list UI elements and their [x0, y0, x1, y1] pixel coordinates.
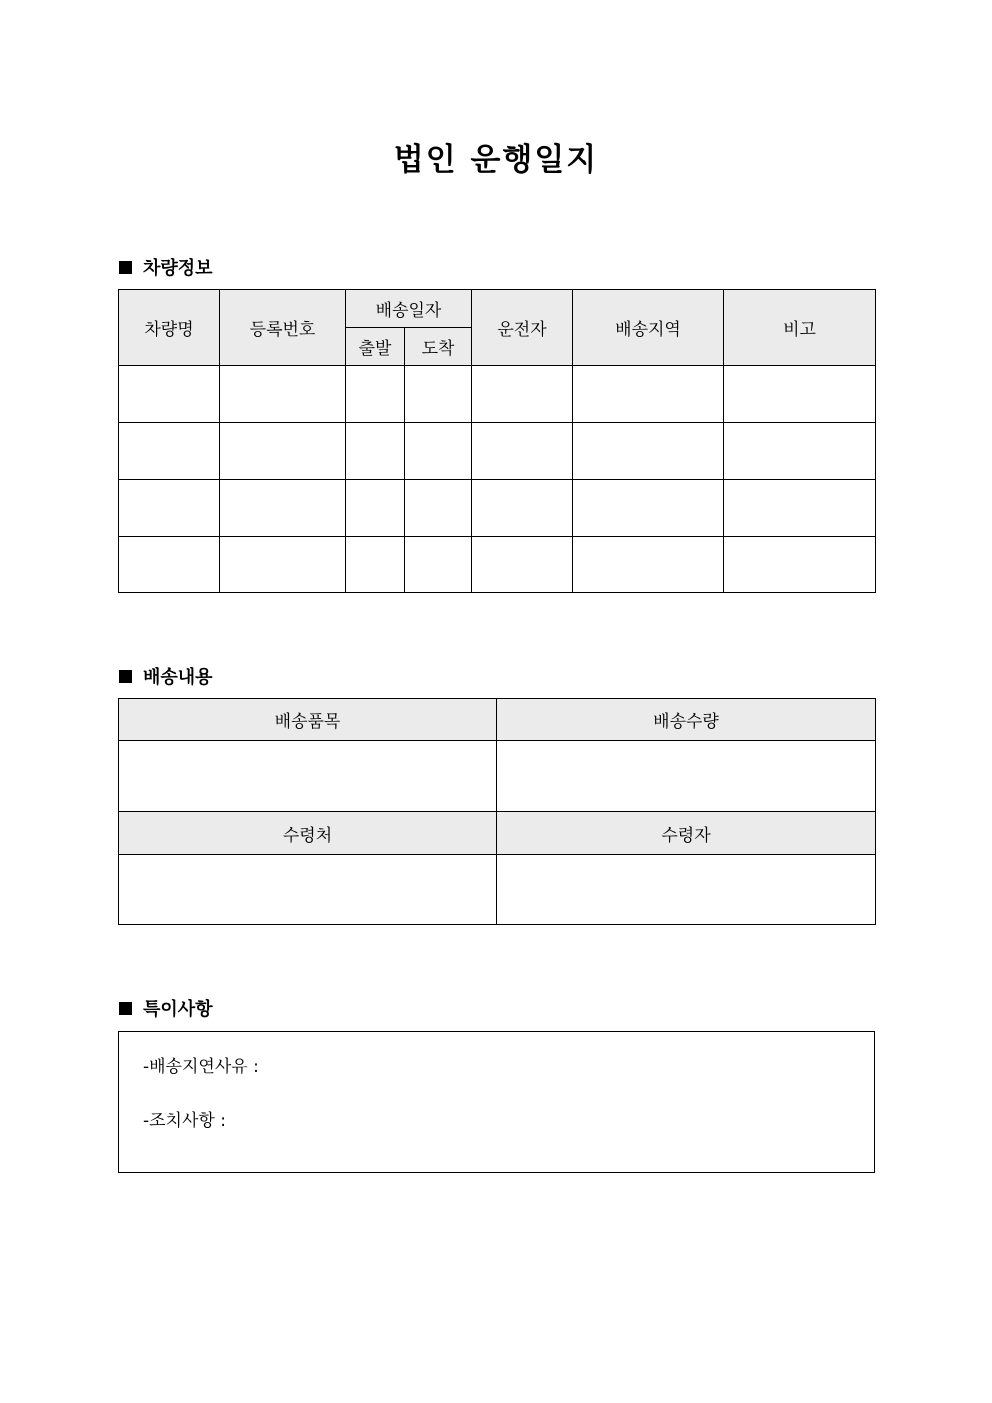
cell-delivery-area[interactable]: [573, 480, 724, 537]
cell-delivery-item[interactable]: [119, 741, 497, 812]
cell-registration-number[interactable]: [220, 366, 346, 423]
cell-remarks[interactable]: [724, 480, 876, 537]
delivery-content-table: [118, 698, 876, 925]
page-title: 법인 운행일지: [393, 142, 599, 178]
header-recipient-place: 수령처: [119, 812, 497, 855]
table-row: [119, 480, 876, 537]
cell-vehicle-name[interactable]: [119, 366, 220, 423]
cell-driver[interactable]: [472, 480, 573, 537]
cell-delivery-area[interactable]: [573, 366, 724, 423]
cell-driver[interactable]: [472, 537, 573, 593]
special-notes-box[interactable]: [118, 1031, 875, 1173]
cell-arrival[interactable]: [405, 480, 472, 537]
square-bullet-icon: [119, 261, 132, 274]
notes-section-heading: [119, 995, 213, 1021]
cell-arrival[interactable]: [405, 366, 472, 423]
notes-section-title: 특이사항: [143, 999, 213, 1020]
header-arrival: 도착: [405, 328, 472, 366]
header-delivery-item: 배송품목: [119, 699, 497, 741]
cell-driver[interactable]: [472, 423, 573, 480]
header-vehicle-name: 차량명: [119, 290, 220, 366]
cell-departure[interactable]: [346, 423, 405, 480]
square-bullet-icon: [119, 670, 132, 683]
cell-recipient-place[interactable]: [119, 855, 497, 925]
table-row: [119, 423, 876, 480]
header-driver: 운전자: [472, 290, 573, 366]
header-recipient: 수령자: [497, 812, 876, 855]
cell-vehicle-name[interactable]: [119, 537, 220, 593]
cell-arrival[interactable]: [405, 423, 472, 480]
vehicle-section-title: 차량정보: [143, 258, 213, 279]
vehicle-info-table: [118, 289, 876, 593]
header-delivery-quantity: 배송수량: [497, 699, 876, 741]
cell-delivery-area[interactable]: [573, 423, 724, 480]
delivery-section-title: 배송내용: [143, 667, 213, 688]
header-delivery-date: 배송일자: [346, 290, 472, 328]
header-registration-number: 등록번호: [220, 290, 346, 366]
vehicle-section-heading: [119, 254, 213, 280]
header-remarks: 비고: [724, 290, 876, 366]
cell-departure[interactable]: [346, 366, 405, 423]
cell-remarks[interactable]: [724, 423, 876, 480]
square-bullet-icon: [119, 1002, 132, 1015]
cell-delivery-quantity[interactable]: [497, 741, 876, 812]
cell-vehicle-name[interactable]: [119, 423, 220, 480]
cell-arrival[interactable]: [405, 537, 472, 593]
delay-reason-label: -배송지연사유 :: [143, 1057, 259, 1077]
table-row: [119, 366, 876, 423]
cell-recipient[interactable]: [497, 855, 876, 925]
cell-registration-number[interactable]: [220, 423, 346, 480]
table-row: [119, 537, 876, 593]
cell-remarks[interactable]: [724, 366, 876, 423]
cell-departure[interactable]: [346, 537, 405, 593]
header-departure: 출발: [346, 328, 405, 366]
action-taken-label: -조치사항 :: [143, 1111, 226, 1131]
cell-driver[interactable]: [472, 366, 573, 423]
cell-registration-number[interactable]: [220, 537, 346, 593]
cell-vehicle-name[interactable]: [119, 480, 220, 537]
header-delivery-area: 배송지역: [573, 290, 724, 366]
cell-delivery-area[interactable]: [573, 537, 724, 593]
cell-remarks[interactable]: [724, 537, 876, 593]
cell-registration-number[interactable]: [220, 480, 346, 537]
cell-departure[interactable]: [346, 480, 405, 537]
delivery-section-heading: [119, 663, 213, 689]
